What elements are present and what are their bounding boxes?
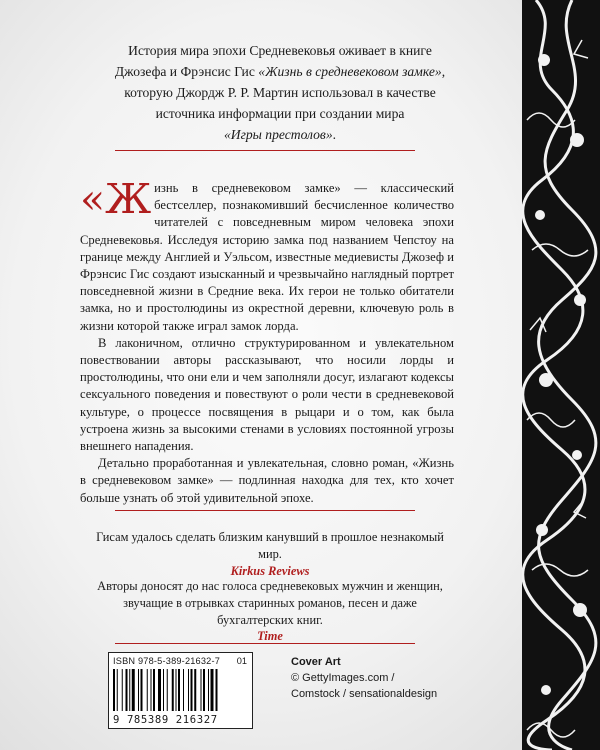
divider-bottom [115,643,415,644]
review-quote-2 [90,578,450,645]
review-source-2: Time [257,629,283,644]
paragraph-2: В лаконичном, отлично структурированном и увлекательном повествовании авторы рассказывают, что носили лорды и простолюдины, что они ели и чем заполняли досуг, излагают кодексы сексуального поведения и повествуют о роли чести в средневековой культуре, о процессе посвящения в рыцари и о том, как была устроена жизнь за высокими стенами в условиях постоянной угрозы внешнего нападения. [80,335,454,454]
cover-art-credits [291,654,437,702]
intro-line-2 [100,61,460,82]
isbn-number: ISBN 978-5-389-21632-7 [113,656,221,666]
paragraph-3: Детально проработанная и увлекательная, словно роман, «Жизнь в средневековом замке» — подлинная находка для тех, кто хочет больше узнать об этой удивительной эпохе. [80,456,454,505]
book-title-mention: «Жизнь в средневековом замке» [258,64,442,79]
intro-line-4: источника информации при создании мира [155,106,405,121]
review-quote-1-text: Гисам удалось сделать близким канувший в прошлое незнакомый мир. [96,530,444,561]
cover-art-credit-line-1: © GettyImages.com / [291,672,395,684]
cover-art-credit-line-2: Comstock / sensationaldesign [291,688,438,700]
intro-line-5-end: . [332,127,337,142]
cover-art-heading: Cover Art [291,656,341,668]
paragraph-1-text: изнь в средневековом замке» — классический бестселлер, познакомивший бесчисленное количество читателей с повседневным миром человека эпохи Средневековья. Исследуя историю замка под названием Чепстоу на границе между Англией и Уэльсом, известные медиевисты Джозеф и Фрэнсис Гис создают изысканный и чрезвычайно наглядный портрет повседневной жизни в Средние века. Их герои не только обитатели замка, но и простолюдины из окрестной деревни, ключевую роль в жизни которой также играл замок лорда. [80,181,454,333]
paragraph-1 [80,175,454,335]
review-quote-2-line-1: Авторы доносят до нас голоса средневековых мужчин и женщин, [97,579,443,593]
intro-line-2-end: , [441,64,446,79]
divider-middle [115,510,415,511]
barcode-digits: 9 785389 216327 [113,714,218,726]
drop-cap: «Ж [80,175,152,223]
ornamental-border [522,0,600,750]
got-title-mention: «Игры престолов» [223,127,333,142]
barcode-block [108,652,253,729]
divider-top [115,150,415,151]
intro-line-1: История мира эпохи Средневековья оживает в книге [128,43,432,58]
intro-line-2-start: Джозефа и Фрэнсис Гис [114,64,259,79]
isbn-addon: 01 [236,656,247,666]
intro-line-5 [100,124,460,145]
review-quote-2-line-2: звучащие в отрывках старинных романов, песен и даже бухгалтерских книг. [123,595,417,627]
review-quote-1 [90,529,450,579]
barcode-icon [113,669,248,711]
intro-line-3: которую Джордж Р. Р. Мартин использовал в качестве [124,85,436,100]
review-source-1: Kirkus Reviews [230,563,310,578]
description-body [80,175,454,507]
intro-text [100,40,460,145]
